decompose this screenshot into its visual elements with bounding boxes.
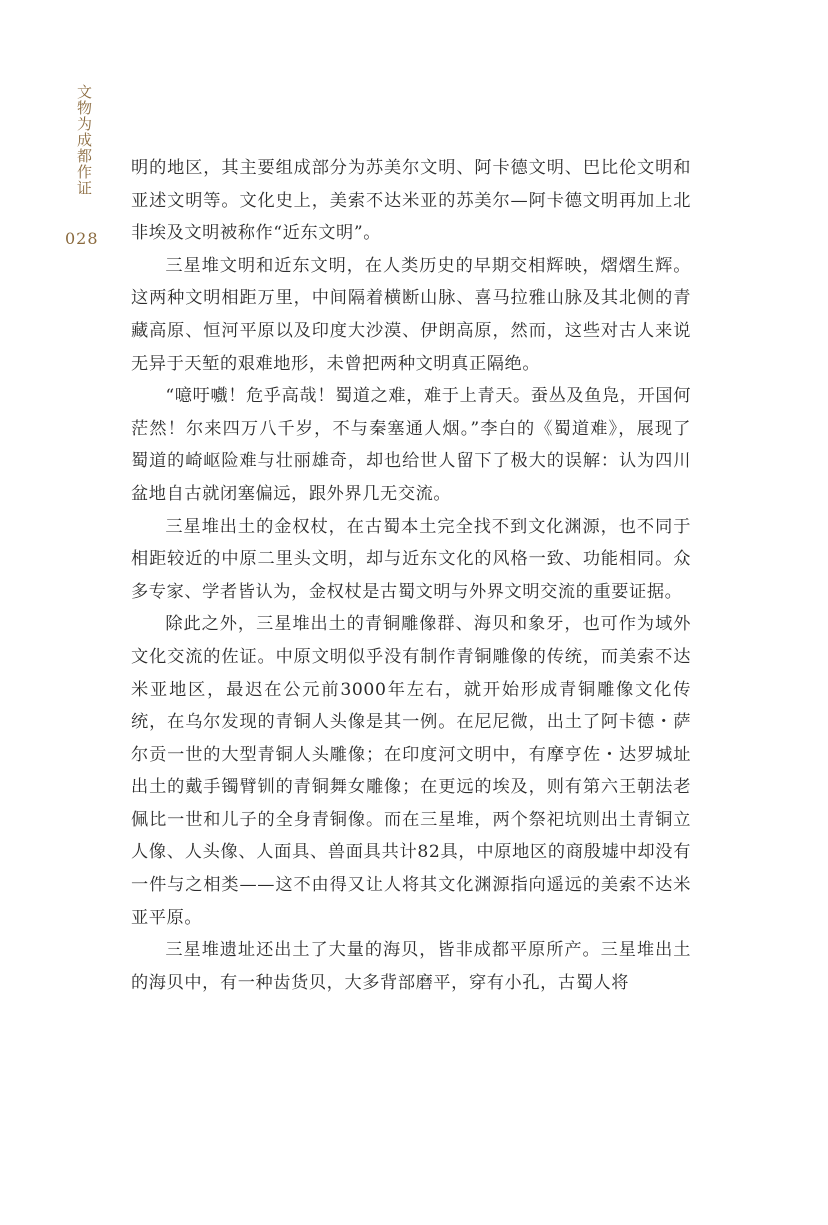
book-title: 文物为成都作证 xyxy=(75,84,93,196)
paragraph: 三星堆出土的金权杖，在古蜀本土完全找不到文化渊源，也不同于相距较近的中原二里头文明，却与近东文化的风格一致、功能相同。众多专家、学者皆认为，金权杖是古蜀文明与外界文明交流的重要证据。 xyxy=(131,516,691,602)
page-number: 028 xyxy=(65,229,99,248)
paragraph: “噫吁嚱！危乎高哉！蜀道之难，难于上青天。蚕丛及鱼凫，开国何茫然！尔来四万八千岁，不与秦塞通人烟。”李白的《蜀道难》，展现了蜀道的崎岖险难与壮丽雄奇，却也给世人留下了极大的误解：认为四川盆地自古就闭塞偏远，跟外界几无交流。 xyxy=(131,386,691,504)
paragraph: 除此之外，三星堆出土的青铜雕像群、海贝和象牙，也可作为域外文化交流的佐证。中原文明似乎没有制作青铜雕像的传统，而美索不达米亚地区，最迟在公元前3000年左右，就开始形成青铜雕像文化传统，在乌尔发现的青铜人头像是其一例。在尼尼微，出土了阿卡德・萨尔贡一世的大型青铜人头雕像；在印度河文明中，有摩亨佐・达罗城址出土的戴手镯臂钏的青铜舞女雕像；在更远的埃及，则有第六王朝法老佩比一世和儿子的全身青铜像。而在三星堆，两个祭祀坑则出土青铜立人像、人头像、人面具、兽面具共计82具，中原地区的商殷墟中却没有一件与之相类——这不由得又让人将其文化渊源指向遥远的美索不达米亚平原。 xyxy=(131,614,691,928)
paragraph: 三星堆文明和近东文明，在人类历史的早期交相辉映，熠熠生辉。这两种文明相距万里，中间隔着横断山脉、喜马拉雅山脉及其北侧的青藏高原、恒河平原以及印度大沙漠、伊朗高原，然而，这些对古人来说无异于天堑的艰难地形，未曾把两种文明真正隔绝。 xyxy=(131,255,691,374)
paragraph-continued: 明的地区，其主要组成部分为苏美尔文明、阿卡德文明、巴比伦文明和亚述文明等。文化史上，美索不达米亚的苏美尔—阿卡德文明再加上北非埃及文明被称作“近东文明”。 xyxy=(131,158,691,244)
body-text xyxy=(131,152,691,999)
paragraph: 三星堆遗址还出土了大量的海贝，皆非成都平原所产。三星堆出土的海贝中，有一种齿货贝，大多背部磨平，穿有小孔，古蜀人将 xyxy=(131,940,691,993)
